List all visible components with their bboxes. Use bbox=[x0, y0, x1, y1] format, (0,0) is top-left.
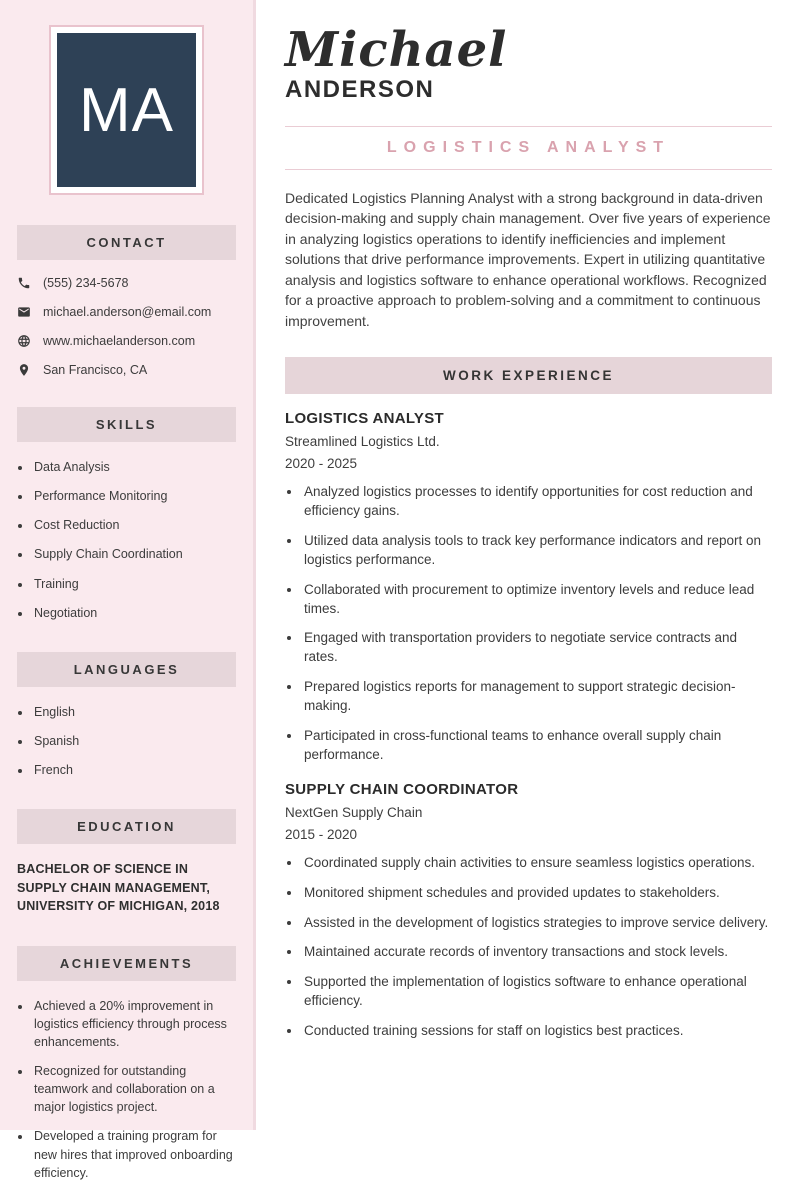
job-title: LOGISTICS ANALYST bbox=[285, 410, 445, 428]
skill-item: • Cost Reduction bbox=[32, 516, 236, 534]
contact-email: michael.anderson@email.com bbox=[43, 305, 212, 319]
language-item: • French bbox=[32, 761, 236, 779]
job-bullet: • Maintained accurate records of inventory transactions and stock levels. bbox=[302, 943, 772, 962]
phone-icon bbox=[17, 276, 31, 290]
professional-summary: Dedicated Logistics Planning Analyst with a strong background in data-driven decision-making and supply chain management. Over five years of experience in analyzing logistics operations to identify inefficiencies and implement solutions that drive performance improvements. Expert in utilizing quantitative analysis and logistics software to enhance operational workflows. Recognized for a proactive approach to problem-solving and a commitment to continuous improvement. bbox=[285, 190, 771, 329]
job-bullet-list bbox=[302, 483, 772, 765]
email-icon bbox=[17, 305, 31, 319]
achievement-item: • Recognized for outstanding teamwork and collaboration on a major logistics project. bbox=[32, 1062, 236, 1116]
monogram-initials: MA bbox=[79, 75, 174, 145]
contact-section-header: CONTACT bbox=[17, 225, 236, 260]
achievement-item: • Developed a training program for new hires that improved onboarding efficiency. bbox=[32, 1127, 236, 1181]
achievements-section-header: ACHIEVEMENTS bbox=[17, 946, 236, 981]
first-name: Michael bbox=[285, 22, 508, 78]
languages-section-header: LANGUAGES bbox=[17, 652, 236, 687]
skill-item: • Training bbox=[32, 575, 236, 593]
divider-line bbox=[285, 169, 772, 170]
contact-website: www.michaelanderson.com bbox=[43, 334, 196, 348]
job-bullet: • Participated in cross-functional teams to enhance overall supply chain performance. bbox=[302, 727, 772, 765]
contact-row-website bbox=[17, 334, 236, 348]
contact-row-location bbox=[17, 363, 236, 377]
last-name: ANDERSON bbox=[285, 76, 435, 103]
job-title: SUPPLY CHAIN COORDINATOR bbox=[285, 780, 519, 798]
job-bullet: • Utilized data analysis tools to track key performance indicators and report on logistics performance. bbox=[302, 532, 772, 570]
skills-section-header: SKILLS bbox=[17, 407, 236, 442]
achievement-item: • Achieved a 20% improvement in logistics efficiency through process enhancements. bbox=[32, 997, 236, 1051]
main-content bbox=[256, 0, 800, 1130]
contact-phone: (555) 234-5678 bbox=[43, 276, 129, 290]
job-bullet: • Conducted training sessions for staff on logistics best practices. bbox=[302, 1022, 772, 1041]
education-degree: BACHELOR OF SCIENCE IN SUPPLY CHAIN MANAGEMENT, UNIVERSITY OF MICHIGAN, 2018 bbox=[17, 862, 220, 914]
contact-list bbox=[17, 276, 236, 377]
monogram-tile bbox=[57, 33, 196, 187]
skill-item: • Performance Monitoring bbox=[32, 487, 236, 505]
job-bullet: • Coordinated supply chain activities to ensure seamless logistics operations. bbox=[302, 854, 772, 873]
job-entry bbox=[285, 410, 772, 765]
job-company: NextGen Supply Chain bbox=[285, 804, 423, 820]
job-bullet: • Prepared logistics reports for management to support strategic decision-making. bbox=[302, 678, 772, 716]
languages-list bbox=[32, 703, 236, 779]
job-bullet-list bbox=[302, 854, 772, 1041]
work-experience-header: WORK EXPERIENCE bbox=[285, 357, 772, 394]
sidebar bbox=[0, 0, 256, 1180]
job-entry bbox=[285, 781, 772, 1041]
page-title: LOGISTICS ANALYST bbox=[386, 139, 671, 156]
globe-icon bbox=[17, 334, 31, 348]
skill-item: • Data Analysis bbox=[32, 458, 236, 476]
education-section-header: EDUCATION bbox=[17, 809, 236, 844]
job-dates: 2015 - 2020 bbox=[285, 826, 358, 842]
job-company: Streamlined Logistics Ltd. bbox=[285, 434, 440, 450]
contact-row-email bbox=[17, 305, 236, 319]
monogram-frame bbox=[49, 25, 204, 195]
job-dates: 2020 - 2025 bbox=[285, 456, 358, 472]
skill-item: • Negotiation bbox=[32, 604, 236, 622]
contact-row-phone bbox=[17, 276, 236, 290]
contact-location: San Francisco, CA bbox=[43, 363, 148, 377]
location-pin-icon bbox=[17, 363, 31, 377]
skills-list bbox=[32, 458, 236, 622]
language-item: • English bbox=[32, 703, 236, 721]
job-bullet: • Engaged with transportation providers to negotiate service contracts and rates. bbox=[302, 629, 772, 667]
job-bullet: • Collaborated with procurement to optimize inventory levels and reduce lead times. bbox=[302, 581, 772, 619]
achievements-list bbox=[32, 997, 236, 1182]
job-bullet: • Assisted in the development of logistics strategies to improve service delivery. bbox=[302, 914, 772, 933]
job-bullet: • Analyzed logistics processes to identify opportunities for cost reduction and efficiency gains. bbox=[302, 483, 772, 521]
job-bullet: • Monitored shipment schedules and provided updates to stakeholders. bbox=[302, 884, 772, 903]
job-bullet: • Supported the implementation of logistics software to enhance operational efficiency. bbox=[302, 973, 772, 1011]
language-item: • Spanish bbox=[32, 732, 236, 750]
skill-item: • Supply Chain Coordination bbox=[32, 545, 236, 563]
